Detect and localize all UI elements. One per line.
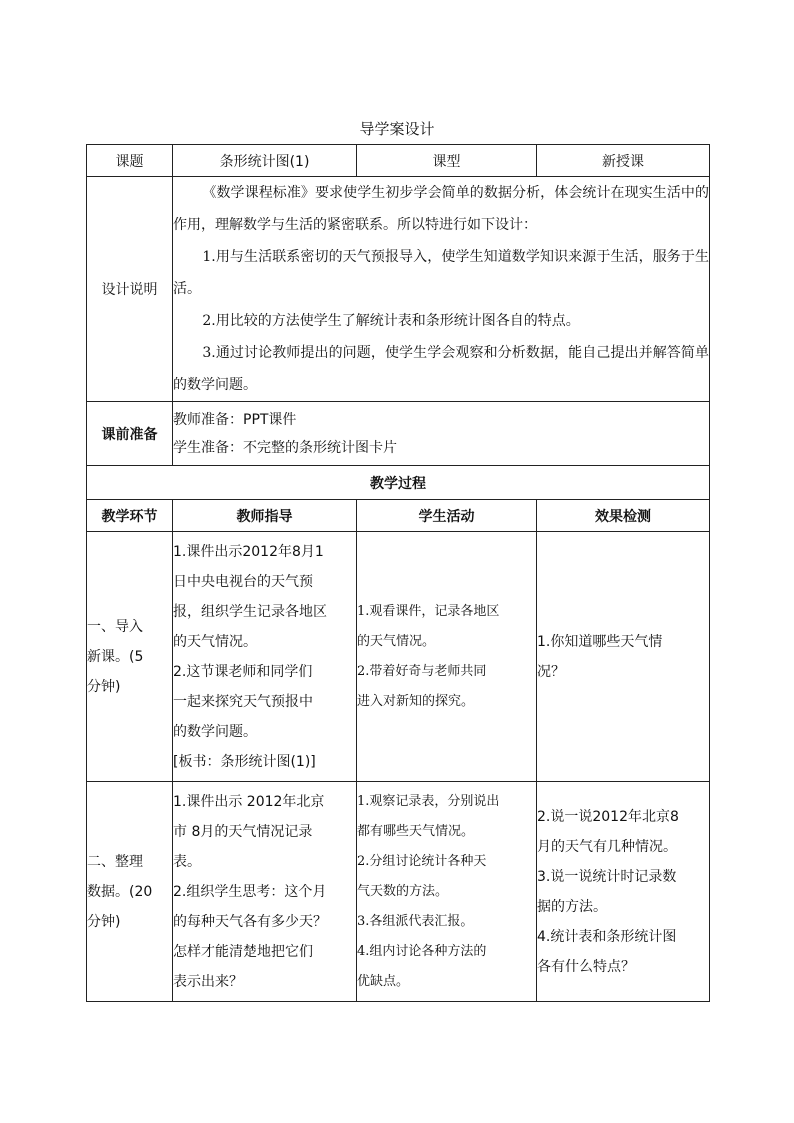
teacher-line: 2.这节课老师和同学们 [173,663,313,680]
lesson-plan-table [86,144,710,1002]
topic-label: 课题 [87,145,173,177]
process-header-row [87,500,710,532]
teacher-line: 1.课件出示 2012年北京 [173,793,325,810]
stage-line: 新课。(5 [87,648,144,665]
stage-line: 一、导入 [87,618,143,635]
check-line: 4.统计表和条形统计图 [537,928,677,945]
stage-cell [87,782,173,1002]
student-line: 进入对新知的探究。 [357,693,475,709]
teacher-line: 怎样才能清楚地把它们 [173,943,313,960]
column-header: 教学环节 [87,500,173,532]
teacher-cell [173,782,357,1002]
stage-line: 二、整理 [87,853,143,870]
check-cell [537,532,710,782]
design-paragraph: 2.用比较的方法使学生了解统计表和条形统计图各自的特点。 [202,313,580,329]
teacher-line: 日中央电视台的天气预 [173,573,313,590]
type-value: 新授课 [537,145,710,177]
process-title: 教学过程 [87,466,710,500]
design-paragraph: 《数学课程标准》要求使学生初步学会简单的数据分析，体会统计在现实生活中的作用，理解数学与生活的紧密联系。所以特进行如下设计： [173,185,709,233]
student-line: 1.观看课件，记录各地区 [357,603,500,619]
teacher-line: 表。 [173,853,201,870]
design-label: 设计说明 [87,177,173,402]
header-row [87,145,710,177]
check-line: 2.说一说2012年北京8 [537,808,679,825]
check-line: 3.说一说统计时记录数 [537,868,677,885]
teacher-line: 一起来探究天气预报中 [173,693,313,710]
prep-row [87,402,710,466]
teacher-line: 的天气情况。 [173,633,257,650]
stage-line: 分钟) [87,913,121,930]
teacher-line: [板书：条形统计图(1)] [173,753,316,770]
student-line: 的天气情况。 [357,633,436,649]
student-line: 都有哪些天气情况。 [357,823,475,839]
design-description [173,177,710,402]
check-line: 据的方法。 [537,898,607,915]
teacher-line: 2.组织学生思考：这个月 [173,883,327,900]
topic-value: 条形统计图(1) [173,145,357,177]
stage-line: 分钟) [87,678,121,695]
teacher-cell [173,532,357,782]
student-line: 优缺点。 [357,973,410,989]
teacher-line: 表示出来？ [173,973,243,990]
check-line: 况？ [537,663,565,680]
column-header: 学生活动 [357,500,537,532]
table-row [87,782,710,1002]
prep-label: 课前准备 [87,402,173,466]
prep-teacher: 教师准备：PPT课件 [173,411,297,428]
student-line: 3.各组派代表汇报。 [357,913,474,929]
student-line: 气天数的方法。 [357,883,449,899]
type-label: 课型 [357,145,537,177]
design-paragraph: 1.用与生活联系密切的天气预报导入，使学生知道数学知识来源于生活，服务于生活。 [173,249,709,297]
teacher-line: 市 8月的天气情况记录 [173,823,313,840]
teacher-line: 报，组织学生记录各地区 [173,603,327,620]
student-cell [357,532,537,782]
design-paragraph: 3.通过讨论教师提出的问题，使学生学会观察和分析数据，能自己提出并解答简单的数学问题。 [173,345,709,393]
student-line: 2.带着好奇与老师共同 [357,663,487,679]
design-row [87,177,710,402]
teacher-line: 的每种天气各有多少天？ [173,913,327,930]
teacher-line: 1.课件出示2012年8月1 [173,543,324,560]
column-header: 教师指导 [173,500,357,532]
check-line: 月的天气有几种情况。 [537,838,677,855]
student-line: 4.组内讨论各种方法的 [357,943,487,959]
student-cell [357,782,537,1002]
teacher-line: 的数学问题。 [173,723,257,740]
stage-line: 数据。(20 [87,883,153,900]
prep-content [173,402,710,466]
page-title: 导学案设计 [359,120,435,138]
student-line: 2.分组讨论统计各种天 [357,853,487,869]
column-header: 效果检测 [537,500,710,532]
check-cell [537,782,710,1002]
prep-student: 学生准备：不完整的条形统计图卡片 [173,439,397,456]
stage-cell [87,532,173,782]
student-line: 1.观察记录表，分别说出 [357,793,500,809]
table-row [87,532,710,782]
check-line: 各有什么特点？ [537,958,635,975]
check-line: 1.你知道哪些天气情 [537,633,663,650]
process-title-row [87,466,710,500]
